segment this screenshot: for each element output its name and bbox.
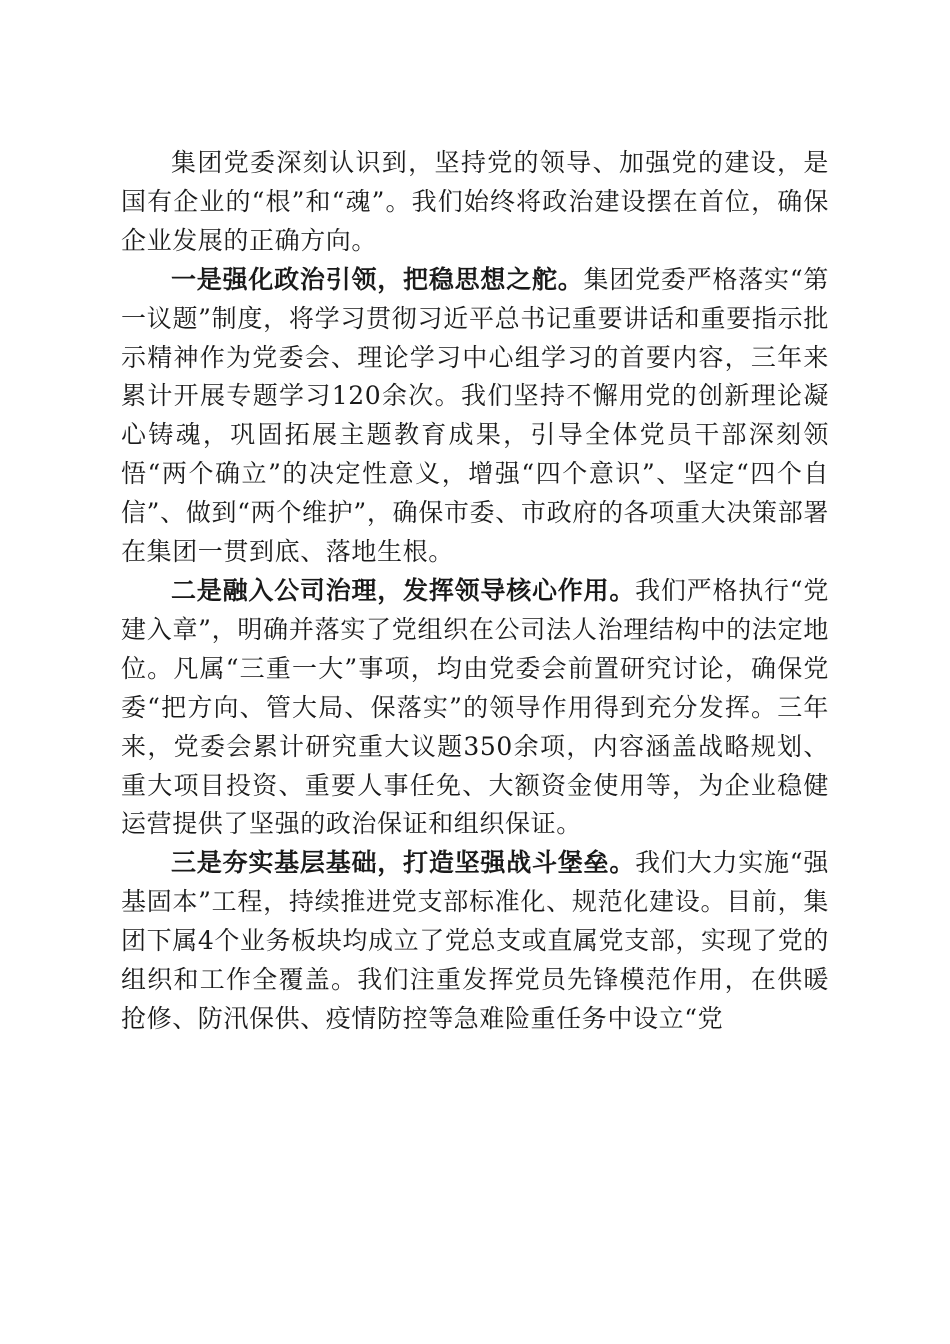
document-body [121,144,829,1039]
paragraph-political-guidance [121,261,829,572]
paragraph-corporate-governance [121,572,829,844]
paragraph-grassroots-foundation [121,844,829,1039]
paragraph-text: 我们严格执行“党建入章”，明确并落实了党组织在公司法人治理结构中的法定地位。凡属“三重一大”事项，均由党委会前置研究讨论，确保党委“把方向、管大局、保落实”的领导作用得到充分发挥。三年来，党委会累计研究重大议题350余项，内容涵盖战略规划、重大项目投资、重要人事任免、大额资金使用等，为企业稳健运营提供了坚强的政治保证和组织保证。 [121,575,829,839]
paragraph-intro [121,144,829,261]
paragraph-lead: 三是夯实基层基础，打造坚强战斗堡垒。 [171,848,636,878]
paragraph-text: 集团党委深刻认识到，坚持党的领导、加强党的建设，是国有企业的“根”和“魂”。我们始终将政治建设摆在首位，确保企业发展的正确方向。 [121,148,829,255]
paragraph-lead: 二是融入公司治理，发挥领导核心作用。 [171,575,636,605]
paragraph-lead: 一是强化政治引领，把稳思想之舵。 [171,264,584,294]
paragraph-text: 集团党委严格落实“第一议题”制度，将学习贯彻习近平总书记重要讲话和重要指示批示精神作为党委会、理论学习中心组学习的首要内容，三年来累计开展专题学习120余次。我们坚持不懈用党的创新理论凝心铸魂，巩固拓展主题教育成果，引导全体党员干部深刻领悟“两个确立”的决定性意义，增强“四个意识”、坚定“四个自信”、做到“两个维护”，确保市委、市政府的各项重大决策部署在集团一贯到底、落地生根。 [121,264,829,567]
paragraph-text: 我们大力实施“强基固本”工程，持续推进党支部标准化、规范化建设。目前，集团下属4个业务板块均成立了党总支或直属党支部，实现了党的组织和工作全覆盖。我们注重发挥党员先锋模范作用，在供暖抢修、防汛保供、疫情防控等急难险重任务中设立“党 [121,848,829,1033]
